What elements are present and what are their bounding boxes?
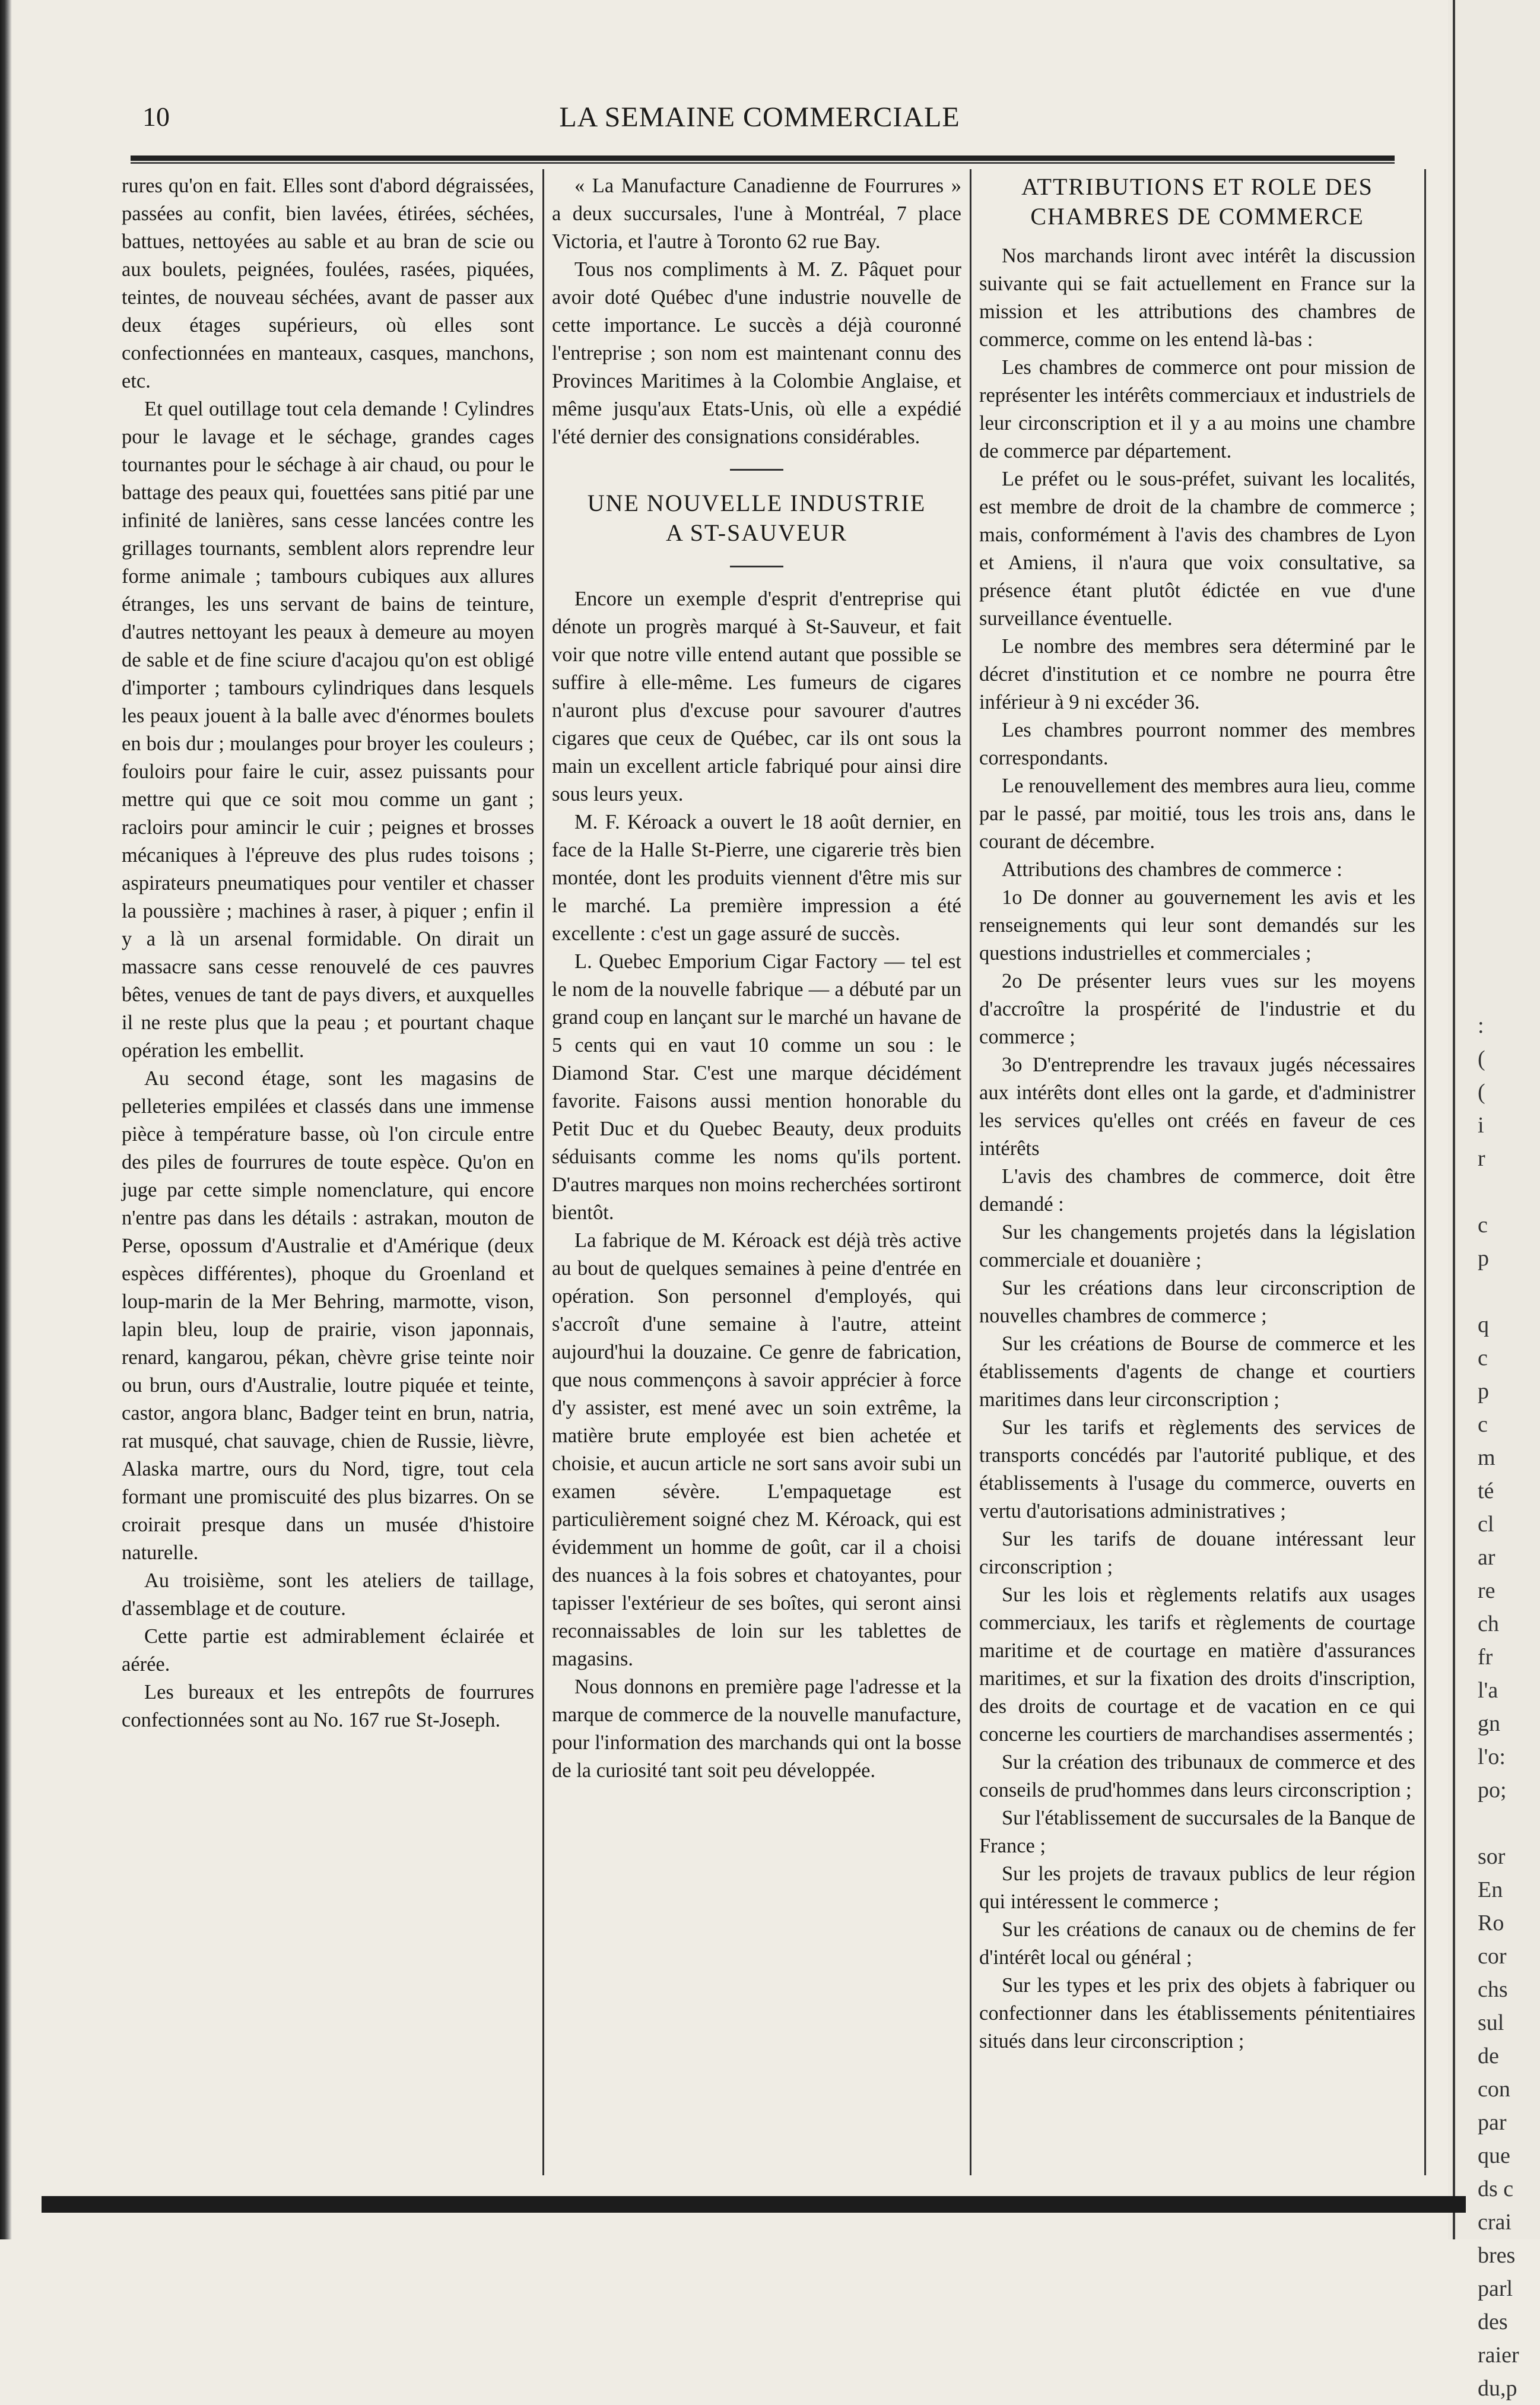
paragraph: La fabrique de M. Kéroack est déjà très active au bout de quelques semaines à peine d'entrée en opération. Son personnel d'employés, qui s'accroît d'une semaine à l'autre, atteint aujourd'hui la douzaine. Ce genre de fabrication, que nous commençons à savoir apprécier à force d'y assister, est mené avec un soin extrême, la matière brute employée est bien achetée et choisie, et aucun article ne sort sans avoir subi un examen sévère. L'empaquetage est particulièrement soigné chez M. Kéroack, qui est évidemment un homme de goût, car il a choisi des nuances à la fois sobres et chatoyantes, pour tapisser l'extérieur de ses boîtes, qui seront ainsi reconnaissables de loin sur les tablettes de magasins. <box>552 1229 961 1670</box>
paragraph: Sur les créations de Bourse de commerce et les établissements d'agents de change et courtiers maritimes dans leur circonscription ; <box>979 1332 1415 1411</box>
bleed-fragment: En <box>1478 1877 1503 1902</box>
bleed-fragment: de <box>1478 2044 1499 2068</box>
paragraph: Tous nos compliments à M. Z. Pâquet pour avoir doté Québec d'une industrie nouvelle de cette importance. Le succès a déjà couronné l'entreprise ; son nom est maintenant connu des Provinces Maritimes à la Colombie Anglaise, et même jusqu'aux Etats-Unis, où elle a expédié l'été dernier des consignations considérables. <box>552 258 961 448</box>
section-separator <box>730 566 783 567</box>
bleed-fragment: l'a <box>1478 1678 1498 1703</box>
paragraph: Sur les tarifs de douane intéressant leur circonscription ; <box>979 1528 1415 1578</box>
bleed-fragment: ( <box>1478 1080 1485 1105</box>
paragraph: Sur la création des tribunaux de commerce et des conseils de prud'hommes dans leurs circonscription ; <box>979 1751 1415 1801</box>
bleed-fragment: cor <box>1478 1944 1507 1969</box>
paragraph: Le nombre des membres sera déterminé par le décret d'institution et ce nombre ne pourra être inférieur à 9 ni excéder 36. <box>979 635 1415 713</box>
paragraph: Nous donnons en première page l'adresse et la marque de commerce de la nouvelle manufacture, pour l'information des marchands qui ont la bosse de la curiosité tant soit peu développée. <box>552 1676 961 1782</box>
bleed-fragment: r <box>1478 1146 1485 1171</box>
bottom-scan-band <box>42 2196 1466 2213</box>
paragraph: Encore un exemple d'esprit d'entreprise qui dénote un progrès marqué à St-Sauveur, et fait voir que notre ville entend autant que possible se suffire à elle-même. Les fumeurs de cigares n'auront plus d'excuse pour savourer d'autres cigares que ceux de Québec, car ils ont sous la main un excellent article fabriqué pour ainsi dire sous leurs yeux. <box>552 588 961 805</box>
bleed-fragment: parl <box>1478 2276 1513 2301</box>
column-divider-1 <box>542 169 544 2175</box>
article-heading-line-2: A ST-SAUVEUR <box>666 519 847 546</box>
bleed-fragment: du,p <box>1478 2376 1517 2401</box>
bleed-fragment: i <box>1478 1113 1484 1138</box>
bleed-fragment: q <box>1478 1312 1489 1337</box>
paragraph: Sur l'établissement de succursales de la Banque de France ; <box>979 1807 1415 1857</box>
bleed-fragment: ds c <box>1478 2176 1514 2201</box>
column-2 <box>552 172 961 1785</box>
bleed-fragment: ( <box>1478 1046 1485 1071</box>
paragraph: Sur les tarifs et règlements des services de transports concédés par l'autorité publique, et des établissements à l'usage du commerce, ouverts en vertu d'autorisations administratives ; <box>979 1416 1415 1522</box>
bleed-fragment: Ro <box>1478 1911 1504 1936</box>
paragraph: L'avis des chambres de commerce, doit être demandé : <box>979 1165 1415 1216</box>
article-heading-line-2: CHAMBRES DE COMMERCE <box>1030 203 1364 230</box>
paragraph: « La Manufacture Canadienne de Fourrures » a deux succursales, l'une à Montréal, 7 place Victoria, et l'autre à Toronto 62 rue Bay. <box>552 174 961 253</box>
header-double-rule <box>131 156 1395 164</box>
paragraph: 2o De présenter leurs vues sur les moyens d'accroître la prospérité de l'industrie et du commerce ; <box>979 970 1415 1048</box>
binding-edge <box>0 0 12 2239</box>
paragraph: Cette partie est admirablement éclairée et aérée. <box>122 1625 534 1676</box>
column-3 <box>979 172 1415 2055</box>
bleed-fragment: po; <box>1478 1778 1507 1803</box>
bleed-fragment: c <box>1478 1412 1488 1437</box>
paragraph: Les bureaux et les entrepôts de fourrures confectionnées sont au No. 167 rue St-Joseph. <box>122 1681 534 1731</box>
paragraph: 3o D'entreprendre les travaux jugés nécessaires aux intérêts dont elles ont la garde, et d'administrer les services qu'elles ont créés en faveur de ces intérêts <box>979 1054 1415 1160</box>
column-1 <box>122 172 534 1734</box>
article-heading-line-1: ATTRIBUTIONS ET ROLE DES <box>1021 173 1373 200</box>
paragraph: Les chambres pourront nommer des membres correspondants. <box>979 719 1415 769</box>
paragraph: Sur les lois et règlements relatifs aux usages commerciaux, les tarifs et règlements de courtage maritime et de courtage en matière d'assurances maritimes, et sur la fixation des droits d'inscription, des droits de courtage et de vacation en ce qui concerne les courtiers de marchandises assermentés ; <box>979 1584 1415 1746</box>
paragraph: L. Quebec Emporium Cigar Factory — tel est le nom de la nouvelle fabrique — a débuté par un grand coup en lançant sur le marché un havane de 5 cents qui en vaut 10 comme un sou : le Diamond Star. C'est une marque décidément favorite. Faisons aussi mention honorable du Petit Duc et du Quebec Beauty, deux produits séduisants comme les noms qu'ils portent. D'autres marques non moins recherchées sortiront bientôt. <box>552 950 961 1224</box>
bleed-fragment: p <box>1478 1379 1489 1404</box>
bleed-fragment: fr <box>1478 1645 1493 1670</box>
bleed-fragment: con <box>1478 2077 1510 2102</box>
bleed-fragment: sul <box>1478 2010 1504 2035</box>
adjacent-page-bleed <box>1478 1009 1537 2405</box>
bleed-fragment: gn <box>1478 1711 1500 1736</box>
paragraph: Au second étage, sont les magasins de pelleteries empilées et classés dans une immense pièce à température basse, où l'on circule entre des piles de fourrures de toute espèce. Qu'on en juge par cette simple nomenclature, qui encore n'entre pas dans les détails : astrakan, mouton de Perse, opossum d'Australie et d'Amérique (deux espèces différentes), phoque du Groenland et loup-marin de la Mer Behring, marmotte, vison, lapin bleu, loup de prairie, vison japonnais, renard, kangarou, pékan, chèvre grise teinte noir ou brun, ours d'Australie, loutre piquée et teinte, castor, angora blanc, Badger teint en brun, natria, rat musqué, chat sauvage, chien de Russie, lièvre, Alaska martre, ours du Nord, tigre, tout cela formant une promiscuité des plus bizarres. On se croirait presque dans un musée d'histoire naturelle. <box>122 1067 534 1564</box>
paragraph: rures qu'on en fait. Elles sont d'abord dégraissées, passées au confit, bien lavées, étirées, séchées, battues, nettoyées au sable et au bran de scie ou aux boulets, peignées, foulées, rasées, piquées, teintes, de nouveau séchées, avant de passer aux deux étages supérieurs, où elles sont confectionnées en manteaux, casques, manchons, etc. <box>122 174 534 392</box>
column-divider-3 <box>1424 169 1426 2175</box>
paragraph: Sur les projets de travaux publics de leur région qui intéressent le commerce ; <box>979 1863 1415 1913</box>
bleed-fragment: ch <box>1478 1611 1499 1636</box>
paragraph: M. F. Kéroack a ouvert le 18 août dernier, en face de la Halle St-Pierre, une cigarerie très bien montée, dont les produits viennent d'être mis sur le marché. La première impression a été excellente : c'est un gage assuré de succès. <box>552 811 961 945</box>
bleed-fragment: bres <box>1478 2243 1516 2268</box>
bleed-fragment <box>1478 1175 1537 1208</box>
paragraph: Sur les créations dans leur circonscription de nouvelles chambres de commerce ; <box>979 1277 1415 1327</box>
bleed-fragment: raier <box>1478 2343 1519 2368</box>
adjacent-page-rule <box>1453 0 1455 2239</box>
bleed-fragment: sor <box>1478 1844 1506 1869</box>
paragraph: Le préfet ou le sous-préfet, suivant les localités, est membre de droit de la chambre de commerce ; mais, conformément à l'avis des chambres de Lyon et Amiens, il n'aura que voix consultative, sa présence étant plutôt édictée en vue d'une surveillance éventuelle. <box>979 468 1415 630</box>
article-body <box>979 242 1415 2055</box>
bleed-fragment <box>1478 1275 1537 1308</box>
page-number: 10 <box>142 101 170 132</box>
bleed-fragment: cl <box>1478 1512 1494 1537</box>
bleed-fragment: re <box>1478 1578 1495 1603</box>
paragraph: Nos marchands liront avec intérêt la discussion suivante qui se fait actuellement en France sur la mission et les attributions des chambres de commerce, comme on les entend là-bas : <box>979 245 1415 351</box>
paragraph: Attributions des chambres de commerce : <box>1002 858 1342 881</box>
bleed-fragment: c <box>1478 1346 1488 1370</box>
paragraph: Sur les changements projetés dans la législation commerciale et douanière ; <box>979 1221 1415 1271</box>
section-separator <box>730 469 783 471</box>
paragraph: Les chambres de commerce ont pour mission de représenter les intérêts commerciaux et industriels de leur circonscription et il y a au moins une chambre de commerce par département. <box>979 356 1415 462</box>
bleed-fragment: l'o: <box>1478 1744 1506 1769</box>
bleed-fragment: p <box>1478 1246 1489 1271</box>
bleed-fragment: crai <box>1478 2210 1512 2235</box>
bleed-fragment: : <box>1478 1013 1484 1038</box>
bleed-fragment: c <box>1478 1213 1488 1238</box>
paragraph: Le renouvellement des membres aura lieu, comme par le passé, par moitié, tous les trois ans, dans le courant de décembre. <box>979 775 1415 853</box>
bleed-fragment: té <box>1478 1478 1494 1503</box>
paragraph: Sur les types et les prix des objets à fabriquer ou confectionner dans les établissements pénitentiaires situés dans leur circonscription ; <box>979 1974 1415 2052</box>
bleed-fragment <box>1478 1807 1537 1840</box>
paragraph: Sur les créations de canaux ou de chemins de fer d'intérêt local ou général ; <box>979 1918 1415 1969</box>
bleed-fragment: ar <box>1478 1545 1495 1570</box>
bleed-fragment: par <box>1478 2110 1507 2135</box>
page-header <box>142 101 1377 148</box>
paragraph: Au troisième, sont les ateliers de taillage, d'assemblage et de couture. <box>122 1569 534 1620</box>
paragraph: 1o De donner au gouvernement les avis et les renseignements qui leur sont demandés sur les questions industrielles et commerciales ; <box>979 886 1415 964</box>
bleed-fragment: m <box>1478 1445 1495 1470</box>
column-divider-2 <box>970 169 971 2175</box>
article-heading-line-1: UNE NOUVELLE INDUSTRIE <box>587 490 926 516</box>
bleed-fragment: chs <box>1478 1977 1508 2002</box>
bleed-fragment: des <box>1478 2309 1508 2334</box>
paragraph: Et quel outillage tout cela demande ! Cylindres pour le lavage et le séchage, grandes cages tournantes pour le séchage à air chaud, ou pour le battage des peaux qui, fouettées sans pitié par une infinité de lanières, sans cesse lancées contre les grillages tournants, semblent alors reprendre leur forme animale ; tambours cubiques aux allures étranges, les uns servant de bains de teinture, d'autres nettoyant les peaux à demeure au moyen de sable et de fine sciure d'acajou qu'on est obligé d'importer ; tambours cylindriques dans lesquels les peaux jouent à la balle avec d'énormes boulets en bois dur ; moulanges pour broyer les couleurs ; fouloirs pour faire le cuir, assez puissants pour mettre qui que ce soit mou comme un gant ; racloirs pour amincir le cuir ; peignes et brosses mécaniques à l'épreuve des plus rudes toisons ; aspirateurs pneumatiques pour ventiler et chasser la poussière ; machines à raser, à piquer ; enfin il y a là un arsenal formidable. On dirait un massacre sans cesse renouvelé de ces pauvres bêtes, venues de tant de pays divers, et auxquelles il ne reste plus que la peau ; et pourtant chaque opération les embellit. <box>122 398 534 1062</box>
bleed-fragment: que <box>1478 2143 1510 2168</box>
masthead-title: LA SEMAINE COMMERCIALE <box>559 101 960 133</box>
